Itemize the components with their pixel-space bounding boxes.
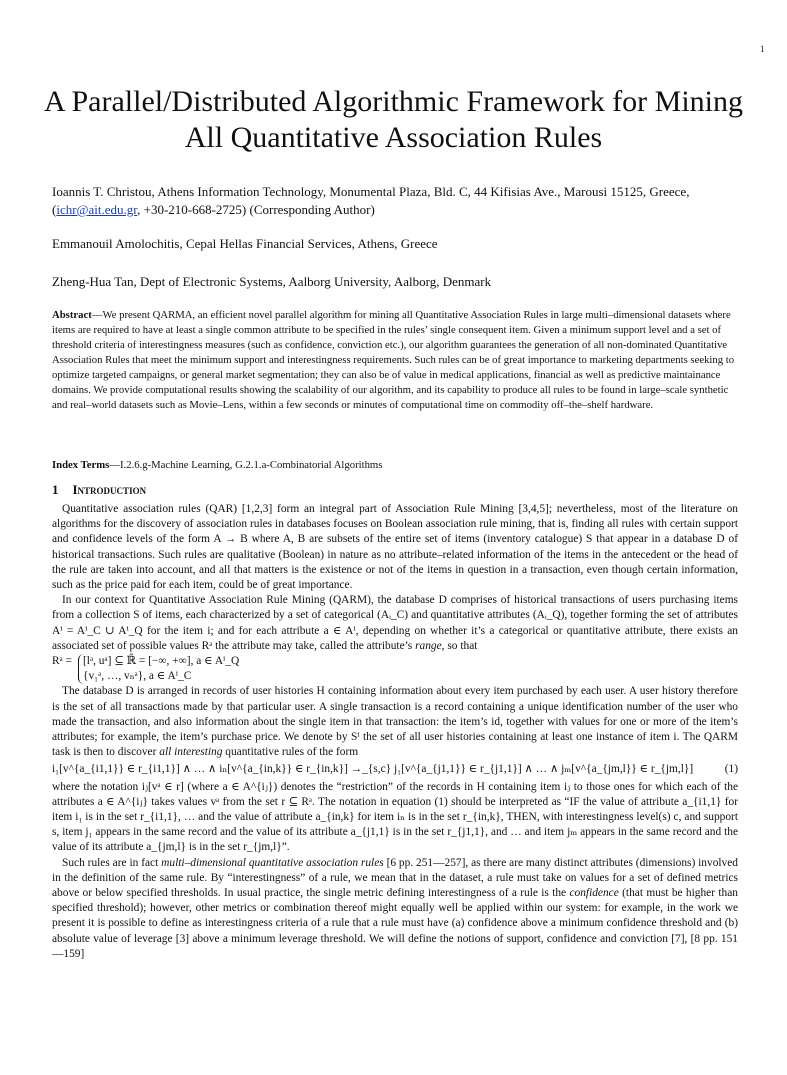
author-email-link[interactable]: ichr@ait.edu.gr <box>56 202 138 217</box>
paragraph-1: Quantitative association rules (QAR) [1,2,3] form an integral part of Association Rule Mining [3,4,5]; nevertheless, most of the literature on algorithms for the discovery of association rules in databases focuses on Boolean association rule mining, that is, finding all rules with certain support and confidence levels of the form A → B where A, B are subsets of the entire set of items (inventory catalogue) S that appear in a database D of historical transactions. Such rules are qualitative (Boolean) in nature as no attribute–related information of the items in the antecedent or the head of the rule are taken into account, and all that matters is the existence or not of the items in question in a transaction, even though certain information, such as the price paid for each item, could be of great importance. <box>52 503 738 592</box>
section-title: Introduction <box>72 482 147 497</box>
abstract-label: Abstract <box>52 309 92 321</box>
page-number: 1 <box>760 44 765 54</box>
abstract <box>52 308 738 413</box>
equation-1-number: (1) <box>724 763 738 776</box>
paragraph-3-text: The database D is arranged in records of user histories H containing information about every item purchased by each user. A user history therefore is the set of all transactions made by that particular user. A single transaction is a record containing a unique identification number of the user who made the transaction, and also information about the single item in that transaction: the item’s id, together with values for one or more of the item’s attributes; for example, the item’s purchase price. We denote by Sⁱ the set of all user histories containing at least one instance of item i. The QARM task is then to discover <box>52 685 738 759</box>
abstract-text: —We present QARMA, an efficient novel parallel algorithm for mining all Quantitative Association Rules in large multi–dimensional datasets where items are required to have at least a single common attribute to be specified in the rules’ single consequent item. Given a minimum support level and a set of threshold criteria of interestingness measures (such as confidence, conviction etc.), our algorithm guarantees the generation of all non-dominated Quantitative Association Rules that meet the minimum support and interestingness requirements. Such rules can be of great importance to marketing departments seeking to optimize targeted campaigns, or general market segmentation; they can also be of value in medical applications, financial as well as predictive maintainance domains. We provide computational results showing the scalability of our algorithm, and its capability to produce all rules to be found in large–scale synthetic and real–world datasets such as Movie–Lens, within a few seconds or minutes of computational time on commodity off–the–shelf hardware. <box>52 309 735 411</box>
range-case-quantitative: [lᵃ, uᵃ] ⊆ ℝ̄ = [−∞, +∞], a ∈ Aⁱ_Q <box>83 655 240 668</box>
multi-dim-term: multi–dimensional quantitative association rules <box>161 856 384 869</box>
index-terms-label: Index Terms <box>52 459 110 471</box>
paragraph-3-end: quantitative rules of the form <box>222 746 359 759</box>
range-case-categorical: {v₁ᵃ, …, vₙᵃ}, a ∈ Aⁱ_C <box>83 670 192 683</box>
equation-1 <box>52 762 738 777</box>
range-term: range <box>415 639 442 652</box>
author-1-contact: , +30-210-668-2725) (Corresponding Author) <box>137 202 375 217</box>
paragraph-5 <box>52 856 738 962</box>
all-interesting-term: all interesting <box>159 746 223 759</box>
paragraph-5-text-b: [6 pp. 251—257], as there are many distinct attributes (dimensions) involved in the definition of the same rule. By “interestingness” of a rule, we mean that in the dataset, a rule must take on values for a set of defined metrics above or below specified thresholds. In usual practice, the single metric defining interestingness of a rule is the <box>52 856 738 900</box>
equation-1-body: i₁[v^{a_{i1,1}} ∈ r_{i1,1}] ∧ … ∧ iₙ[v^{a_{in,k}} ∈ r_{in,k}] →_{s,c} j₁[v^{a_{j1,1}} ∈ r_{j1,1}] ∧ … ∧ jₘ[v^{a_{jm,l}} ∈ r_{jm,l}] <box>52 763 694 776</box>
range-equation-lhs: Rᵃ = <box>52 655 72 668</box>
section-heading <box>52 482 146 498</box>
paragraph-4: where the notation iⱼ[vᵃ ∈ r] (where a ∈ A^{iⱼ}) denotes the “restriction” of the records in H containing item iⱼ to those ones for which each of the attributes a ∈ A^{iⱼ} takes values vᵃ from the set r ⊆ Rᵃ. The notation in equation (1) should be interpreted as “IF the value of attribute a_{i1,1} for item i₁ is in the set r_{i1,1}, … and the value of attribute a_{in,k} for item iₙ is in the set r_{in,k}, THEN, with interestingness level(s) c, and support s, item j₁ appears in the same record and the value of its attribute a_{j1,1} is in the set r_{j1,1}, and … and item jₘ appears in the same record and the value of its attribute a_{jm,l} is in the set r_{jm,l}”. <box>52 780 738 854</box>
index-terms <box>52 459 738 471</box>
confidence-term: confidence <box>569 887 619 900</box>
index-terms-text: —I.2.6.g-Machine Learning, G.2.1.a-Combinatorial Algorithms <box>109 459 383 471</box>
paragraph-2-text: In our context for Quantitative Association Rule Mining (QARM), the database D comprises of historical transactions of users purchasing items from a collection S of items, each characterized by a set of categorical (Aᵢ_C) and quantitative attributes (Aᵢ_Q), together forming the set of attributes Aⁱ = Aⁱ_C ∪ Aⁱ_Q for the item i; and for each attribute a ∈ Aⁱ, depending on whether it’s a categorical or quantitative attribute, there exists an associated set of possible values Rᵃ the attribute may take, called the attribute’s <box>52 594 738 652</box>
paragraph-3 <box>52 684 738 760</box>
range-equation <box>52 654 738 684</box>
section-number: 1 <box>52 482 59 497</box>
author-1 <box>52 183 742 219</box>
range-equation-cases <box>78 654 239 684</box>
paper-title: A Parallel/Distributed Algorithmic Framework for Mining All Quantitative Association Rules <box>43 85 744 154</box>
author-2: Emmanouil Amolochitis, Cepal Hellas Financial Services, Athens, Greece <box>52 236 438 251</box>
paragraph-5-text-c: (that must be higher than specified threshold); however, other metrics or combination thereof might equally well be applied within our system: for example, in the work we present it is possible to define as interestingness criteria of a rule that a rule must have (a) confidence above a minimum confidence threshold and (b) absolute value of leverage [3] above a minimum leverage threshold. We will define the notions of support, confidence and conviction [7], [8 pp. 151—159] <box>52 887 738 960</box>
author-1-text: Ioannis T. Christou, Athens Information Technology, Monumental Plaza, Bld. C, 44 Kifisias Ave., Marousi 15125, Greece, ( <box>52 184 690 217</box>
paragraph-2 <box>52 593 738 654</box>
author-3: Zheng-Hua Tan, Dept of Electronic Systems, Aalborg University, Aalborg, Denmark <box>52 274 492 289</box>
paragraph-5-text-a: Such rules are in fact <box>62 856 159 869</box>
body-text <box>52 502 738 962</box>
paragraph-2-end: , so that <box>441 639 478 652</box>
